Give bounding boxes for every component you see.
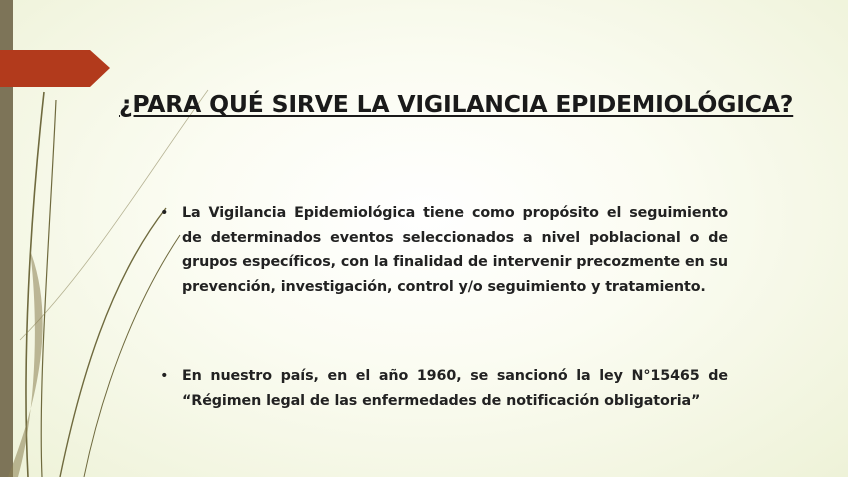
bullet-text-2: En nuestro país, en el año 1960, se sancionó la ley N°15465 de “Régimen legal de las enfermedades de notificación obligatoria”	[182, 368, 728, 409]
decor-line-3	[60, 208, 166, 477]
red-arrow-tab	[0, 50, 110, 87]
decor-line-2	[41, 100, 56, 477]
bullet-item-2	[160, 364, 728, 413]
bullet-marker: •	[160, 205, 169, 221]
bullet-marker: •	[160, 368, 169, 384]
bullet-item-1	[160, 201, 728, 299]
slide-title: ¿PARA QUÉ SIRVE LA VIGILANCIA EPIDEMIOLÓGICA?	[119, 90, 794, 118]
bullet-text-1: La Vigilancia Epidemiológica tiene como propósito el seguimiento de determinados eventos seleccionados a nivel poblacional o de grupos específicos, con la finalidad de intervenir precozmente en su prevención, investigación, control y/o seguimiento y tratamiento.	[182, 205, 728, 295]
